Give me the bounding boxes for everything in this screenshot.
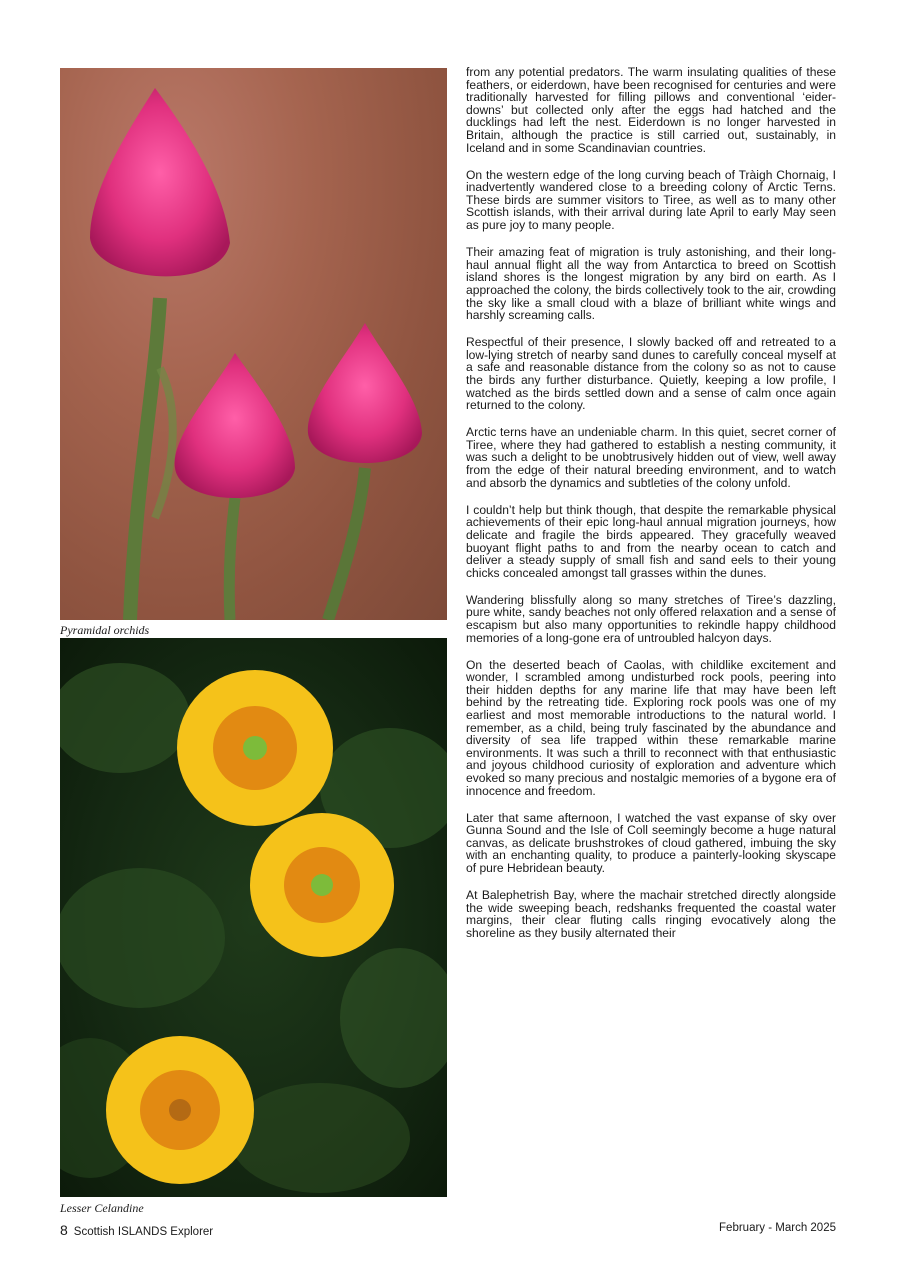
page-number: 8: [60, 1222, 68, 1238]
article-column: [466, 66, 836, 954]
paragraph-6: I couldn’t help but think though, that despite the remarkable physical achievements of their epic long-haul annual migration journeys, how delicate and fragile the birds appeared. They gracefully weaved buoyant flight paths to and from the nearby ocean to catch and deliver a steady supply of small fish and sand eels to their young chicks concealed amongst tall grasses within the dunes.: [466, 502, 836, 580]
magazine-title: Scottish ISLANDS Explorer: [73, 1226, 214, 1238]
paragraph-2: On the western edge of the long curving beach of Tràigh Chornaig, I inadvertently wandered close to a breeding colony of Arctic Terns. These birds are summer visitors to Tiree, as well as to many other Scottish islands, with their arrival during late April to early May seen as pure joy to many people.: [466, 167, 836, 233]
paragraph-1: from any potential predators. The warm insulating qualities of these feathers, or eiderdown, have been recognised for centuries and were traditionally harvested for filling pillows and conventional ‘eider-downs’ but collected only after the eggs had hatched and the ducklings had left the nest. Eiderdown is no longer harvested in Britain, although the practice is still carried out, sustainably, in Iceland and in some Scandinavian countries.: [466, 65, 836, 155]
pyramidal-orchids-photo: [60, 68, 447, 620]
paragraph-3: Their amazing feat of migration is truly astonishing, and their long-haul annual flight all the way from Antarctica to breed on Scottish island shores is the longest migration by any bird on earth. As I approached the colony, the birds collectively took to the air, crowding the sky like a small cloud with a blaze of brilliant white wings and harshly screaming calls.: [466, 245, 836, 323]
paragraph-9: Later that same afternoon, I watched the vast expanse of sky over Gunna Sound and the Isle of Coll seemingly become a huge natural canvas, as delicate brushstrokes of cloud gathered, imbuing the sky with an enchanting quality, to produce a painterly-looking skyscape of pure Hebridean beauty.: [466, 810, 836, 876]
orchids-caption: Pyramidal orchids: [60, 623, 150, 637]
celandine-caption: Lesser Celandine: [60, 1201, 144, 1215]
paragraph-7: Wandering blissfully along so many stretches of Tiree’s dazzling, pure white, sandy beaches not only offered relaxation and a sense of escapism but also many opportunities to rekindle happy childhood memories of a long-gone era of untroubled halcyon days.: [466, 592, 836, 645]
issue-date: February - March 2025: [719, 1222, 836, 1234]
lesser-celandine-photo: [60, 638, 447, 1197]
paragraph-8: On the deserted beach of Caolas, with childlike excitement and wonder, I scrambled among undisturbed rock pools, peering into their hidden depths for any marine life that may have been left behind by the retreating tide. Exploring rock pools was one of my earliest and most memorable introductions to the natural world. I remember, as a child, being truly fascinated by the abundance and diversity of sea life trapped within these remarkable marine environments. It was such a thrill to reconnect with that enthusiastic and joyous childhood curiosity of exploration and adventure which evoked so many precious and nostalgic memories of a bygone era of innocence and freedom.: [466, 657, 836, 798]
footer-left: [60, 1222, 213, 1238]
paragraph-5: Arctic terns have an undeniable charm. In this quiet, secret corner of Tiree, where they had gathered to establish a nesting community, it was such a delight to be unobtrusively hidden out of view, well away from the edge of their natural breeding environment, and to watch and absorb the dynamics and subtleties of the colony unfold.: [466, 425, 836, 490]
paragraph-4: Respectful of their presence, I slowly backed off and retreated to a low-lying stretch of nearby sand dunes to carefully conceal myself at a safe and reasonable distance from the colony so as not to cause the birds any further disturbance. Quietly, keeping a low profile, I watched as the birds settled down and a sense of calm once again returned to the colony.: [466, 335, 836, 413]
paragraph-10: At Balephetrish Bay, where the machair stretched directly alongside the wide sweeping beach, redshanks frequented the coastal water margins, their clear fluting calls ringing evocatively along the shoreline as they busily alternated their: [466, 888, 836, 940]
